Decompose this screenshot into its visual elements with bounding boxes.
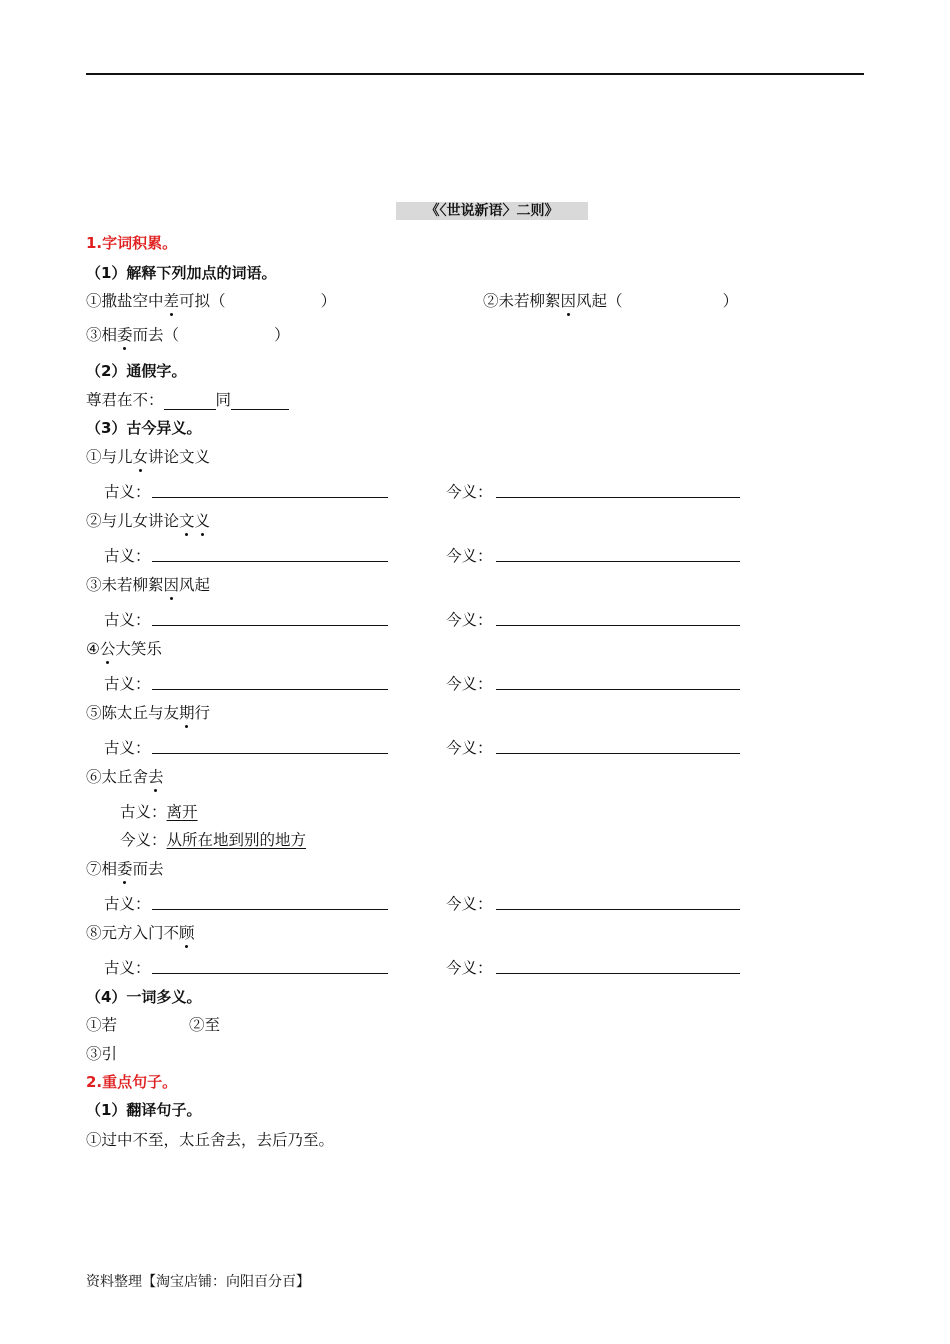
jin-answer-row: 今义：从所在地到别的地方 bbox=[120, 831, 307, 849]
gujin-item-4: ④公大笑乐 bbox=[86, 637, 162, 659]
jin-label: 今义： bbox=[446, 959, 493, 977]
jin-label: 今义： bbox=[446, 675, 493, 693]
jin-answer-line[interactable] bbox=[496, 909, 740, 910]
subsection-translate: （1）翻译句子。 bbox=[86, 1101, 202, 1119]
gu-answer-line[interactable] bbox=[152, 497, 388, 498]
gu-label: 古义： bbox=[104, 547, 151, 565]
gujin-item-2: ②与儿女讲论文义 bbox=[86, 509, 210, 531]
jin-label: 今义： bbox=[446, 547, 493, 565]
gujin-item-5: ⑤陈太丘与友期行 bbox=[86, 701, 210, 723]
gu-answer-text: 离开 bbox=[166, 803, 198, 821]
section-2-heading: 2.重点句子。 bbox=[86, 1073, 178, 1091]
jin-answer-line[interactable] bbox=[496, 497, 740, 498]
subsection-explain: （1）解释下列加点的词语。 bbox=[86, 264, 277, 282]
gu-answer-row: 古义：离开 bbox=[120, 803, 198, 821]
subsection-gujin: （3）古今异义。 bbox=[86, 419, 202, 437]
jin-answer-line[interactable] bbox=[496, 561, 740, 562]
jin-answer-line[interactable] bbox=[496, 625, 740, 626]
jin-answer-line[interactable] bbox=[496, 689, 740, 690]
gu-label: 古义： bbox=[104, 675, 151, 693]
page-title: 《〈世说新语〉二则》 bbox=[396, 202, 588, 220]
gujin-item-6: ⑥太丘舍去 bbox=[86, 765, 164, 787]
gujin-item-3: ③未若柳絮因风起 bbox=[86, 573, 210, 595]
gujin-item-1: ①与儿女讲论文义 bbox=[86, 445, 210, 467]
duoyi-item-3: ③引 bbox=[86, 1045, 118, 1063]
gu-answer-line[interactable] bbox=[152, 909, 388, 910]
gu-label: 古义： bbox=[104, 611, 151, 629]
duoyi-item-2: ②至 bbox=[189, 1016, 221, 1034]
explain-question-3: ③相委而去（ ） bbox=[86, 323, 290, 345]
jin-answer-line[interactable] bbox=[496, 753, 740, 754]
gu-label: 古义： bbox=[104, 483, 151, 501]
tongjia-blank-1[interactable] bbox=[164, 393, 216, 410]
gujin-item-8: ⑧元方入门不顾 bbox=[86, 921, 195, 943]
jin-label: 今义： bbox=[446, 739, 493, 757]
gu-answer-line[interactable] bbox=[152, 561, 388, 562]
gu-answer-line[interactable] bbox=[152, 753, 388, 754]
jin-label: 今义： bbox=[446, 483, 493, 501]
header-rule bbox=[86, 73, 864, 75]
gu-answer-line[interactable] bbox=[152, 689, 388, 690]
gu-label: 古义： bbox=[104, 895, 151, 913]
subsection-tongjia: （2）通假字。 bbox=[86, 362, 187, 380]
jin-answer-line[interactable] bbox=[496, 973, 740, 974]
gu-label: 古义： bbox=[104, 959, 151, 977]
subsection-duoyi: （4）一词多义。 bbox=[86, 988, 202, 1006]
jin-label: 今义： bbox=[446, 895, 493, 913]
explain-question-1: ①撒盐空中差可拟（ ） bbox=[86, 289, 336, 311]
jin-label: 今义： bbox=[446, 611, 493, 629]
tongjia-blank-2[interactable] bbox=[231, 393, 289, 410]
jin-answer-text: 从所在地到别的地方 bbox=[166, 831, 307, 849]
gujin-item-7: ⑦相委而去 bbox=[86, 857, 164, 879]
gu-answer-line[interactable] bbox=[152, 973, 388, 974]
translate-question-1: ①过中不至，太丘舍去，去后乃至。 bbox=[86, 1131, 335, 1149]
duoyi-item-1: ①若 bbox=[86, 1016, 118, 1034]
explain-question-2: ②未若柳絮因风起（ ） bbox=[483, 289, 738, 311]
gu-answer-line[interactable] bbox=[152, 625, 388, 626]
gu-label: 古义： bbox=[104, 739, 151, 757]
footer-text: 资料整理【淘宝店铺：向阳百分百】 bbox=[86, 1274, 310, 1290]
section-1-heading: 1.字词积累。 bbox=[86, 234, 178, 252]
tongjia-question: 尊君在不： 同 bbox=[86, 388, 289, 410]
